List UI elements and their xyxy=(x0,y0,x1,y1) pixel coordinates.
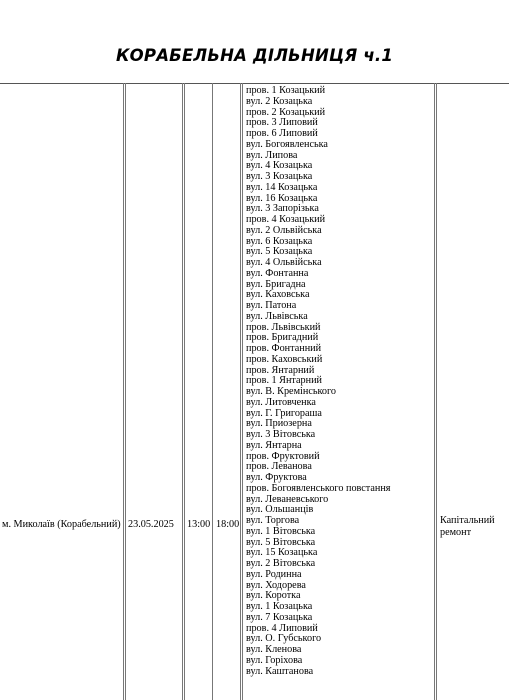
street-item: вул. 1 Козацька xyxy=(246,601,313,612)
street-item: вул. Горіхова xyxy=(246,654,303,666)
reason-cell: Капітальний ремонт xyxy=(440,515,495,538)
street-item: вул. Янтарна xyxy=(246,439,302,451)
time-from-cell: 13:00 xyxy=(187,519,211,530)
street-item: пров. 6 Липовий xyxy=(246,128,318,139)
street-item: вул. 4 Козацька xyxy=(246,160,313,172)
street-item: вул. Леваневського xyxy=(246,493,329,505)
street-item: пров. Богоявленського повстання xyxy=(246,482,391,494)
street-item: пров. 1 Янтарний xyxy=(246,375,322,387)
street-item: вул. 16 Козацька xyxy=(246,192,318,204)
street-item: вул. Каштанова xyxy=(246,665,314,677)
street-item: пров. Фруктовий xyxy=(246,450,320,462)
settlement-cell: м. Миколаїв (Корабельний) xyxy=(2,519,121,530)
street-item: вул. О. Губського xyxy=(246,633,322,645)
street-item: пров. 3 Липовий xyxy=(246,117,318,129)
street-item: вул. Бригадна xyxy=(246,278,306,290)
street-item: вул. Кленова xyxy=(246,644,302,655)
street-item: пров. Каховський xyxy=(246,353,323,365)
street-item: вул. 6 Козацька xyxy=(246,235,313,247)
street-item: вул. Родинна xyxy=(246,568,302,580)
street-item: пров. 4 Козацький xyxy=(246,214,326,225)
street-item: вул. 15 Козацька xyxy=(246,547,318,559)
street-item: пров. Львівський xyxy=(246,321,321,333)
street-item: вул. 5 Вітовська xyxy=(246,536,316,548)
street-item: вул. Патона xyxy=(246,300,297,311)
street-item: пров. Янтарний xyxy=(246,364,315,376)
column-divider xyxy=(240,83,243,700)
street-item: пров. Леванова xyxy=(246,461,312,473)
column-divider xyxy=(212,83,213,700)
page-title: КОРАБЕЛЬНА ДІЛЬНИЦЯ ч.1 xyxy=(116,46,393,65)
street-item: пров. Бригадний xyxy=(246,332,319,344)
street-item: вул. 14 Козацька xyxy=(246,181,318,193)
street-item: вул. 2 Вітовська xyxy=(246,558,316,569)
column-divider xyxy=(123,83,126,700)
street-item: пров. 4 Липовий xyxy=(246,622,318,634)
street-list xyxy=(246,86,436,677)
street-item: вул. Ходорева xyxy=(246,579,306,591)
street-item: вул. Приозерна xyxy=(246,418,312,430)
time-to-cell: 18:00 xyxy=(216,519,240,530)
date-cell: 23.05.2025 xyxy=(128,519,174,530)
street-item: вул. Каховська xyxy=(246,289,310,301)
street-item: вул. Богоявленська xyxy=(246,138,328,150)
street-item: вул. 7 Козацька xyxy=(246,611,313,623)
street-item: вул. В. Кремінського xyxy=(246,386,337,397)
street-item: вул. Фруктова xyxy=(246,472,307,483)
street-item: вул. Г. Григораша xyxy=(246,407,322,419)
street-item: вул. Липова xyxy=(246,149,298,161)
street-item: вул. 3 Запорізька xyxy=(246,203,319,215)
street-item: вул. Коротка xyxy=(246,590,301,602)
street-item: вул. 2 Ольвійська xyxy=(246,224,322,236)
street-item: вул. 4 Ольвійська xyxy=(246,257,322,268)
street-item: пров. 2 Козацький xyxy=(246,106,326,118)
street-item: пров. 1 Козацький xyxy=(246,85,326,96)
street-item: вул. 5 Козацька xyxy=(246,246,313,258)
street-item: вул. Торгова xyxy=(246,515,300,526)
street-item: вул. 3 Козацька xyxy=(246,171,313,182)
street-item: вул. 3 Вітовська xyxy=(246,429,316,440)
street-item: вул. Литовченка xyxy=(246,396,316,408)
street-item: вул. 2 Козацька xyxy=(246,95,313,107)
column-divider xyxy=(182,83,185,700)
street-item: пров. Фонтанний xyxy=(246,343,322,354)
street-item: вул. Ольшанців xyxy=(246,504,314,516)
street-item: вул. 1 Вітовська xyxy=(246,525,316,537)
street-item: вул. Фонтанна xyxy=(246,267,309,279)
street-item: вул. Львівська xyxy=(246,310,308,322)
